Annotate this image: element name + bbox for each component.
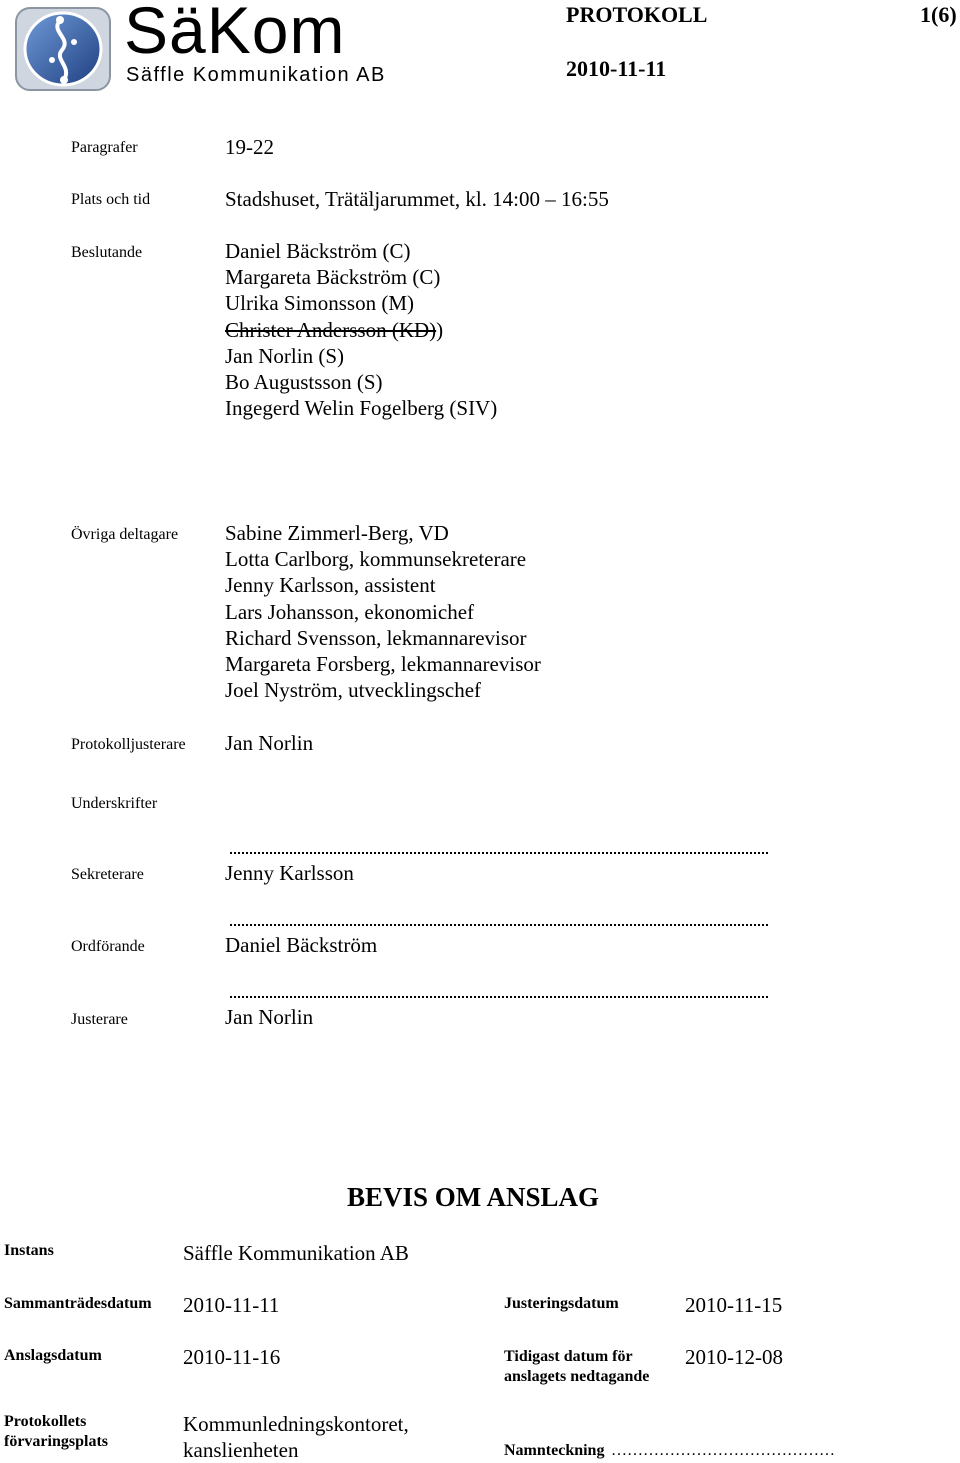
ovriga-list (225, 520, 541, 703)
plats-label: Plats och tid (71, 191, 151, 208)
ordforande-name: Daniel Bäckström (225, 933, 378, 957)
list-item: Lars Johansson, ekonomichef (225, 599, 475, 624)
signature-line-ordforande (230, 924, 768, 926)
beslutande-list (225, 238, 497, 421)
signature-line-justerare (230, 996, 768, 998)
list-item: Lotta Carlborg, kommunsekreterare (225, 547, 527, 572)
signature-line-sekreterare (230, 852, 768, 854)
sakom-logo-icon (14, 6, 112, 92)
beslutande-label: Beslutande (71, 244, 143, 261)
list-item-struck (225, 317, 497, 343)
justeringsdatum-value: 2010-11-15 (685, 1293, 783, 1317)
list-item: Jan Norlin (S) (225, 343, 344, 368)
anslag-title: BEVIS OM ANSLAG (347, 1182, 600, 1212)
forvaring-value-line2: kanslienheten (183, 1438, 299, 1462)
sekreterare-label: Sekreterare (71, 866, 144, 883)
list-item: Daniel Bäckström (C) (225, 239, 411, 263)
tidigast-label-line1: Tidigast datum för (504, 1348, 633, 1365)
forvaring-label-line2: förvaringsplats (4, 1433, 108, 1450)
list-item: Joel Nyström, utvecklingschef (225, 678, 482, 703)
sammantradesdatum-label: Sammanträdesdatum (4, 1295, 152, 1312)
forvaring-value-line1: Kommunledningskontoret, (183, 1412, 409, 1436)
list-item: Richard Svensson, lekmannarevisor (225, 625, 527, 650)
anslagsdatum-value: 2010-11-16 (183, 1345, 281, 1369)
plats-value: Stadshuset, Trätäljarummet, kl. 14:00 – 16:55 (225, 187, 609, 211)
sakom-logo (14, 0, 434, 94)
list-item: Ingegerd Welin Fogelberg (SIV) (225, 396, 498, 421)
list-item: Margareta Forsberg, lekmannarevisor (225, 652, 541, 677)
brand-name: SäKom (124, 0, 346, 67)
paragrafer-label: Paragrafer (71, 139, 138, 156)
justerare-name: Jan Norlin (225, 1005, 314, 1029)
underskrifter-heading: Underskrifter (71, 795, 158, 812)
justeringsdatum-label: Justeringsdatum (504, 1295, 619, 1312)
sekreterare-name: Jenny Karlsson (225, 861, 354, 885)
anslagsdatum-label: Anslagsdatum (4, 1347, 102, 1364)
brand-subtitle: Säffle Kommunikation AB (126, 64, 386, 86)
ordforande-label: Ordförande (71, 938, 145, 955)
protokolljusterare-label: Protokolljusterare (71, 736, 186, 753)
ovriga-label: Övriga deltagare (71, 526, 179, 543)
tidigast-value: 2010-12-08 (685, 1345, 783, 1369)
doc-date: 2010-11-11 (566, 56, 667, 81)
list-item: Jenny Karlsson, assistent (225, 573, 436, 598)
list-item: Bo Augustsson (S) (225, 370, 383, 395)
struck-name: Christer Andersson (KD) (225, 317, 437, 342)
instans-value: Säffle Kommunikation AB (183, 1241, 409, 1265)
list-item: Ulrika Simonsson (M) (225, 291, 414, 316)
forvaring-label (4, 1412, 108, 1452)
forvaring-label-line1: Protokollets (4, 1413, 87, 1430)
namnteckning-label: Namnteckning (504, 1442, 605, 1459)
tidigast-label-line2: anslagets nedtagande (504, 1368, 650, 1385)
sammantradesdatum-value: 2010-11-11 (183, 1293, 280, 1317)
paragrafer-value: 19-22 (225, 135, 274, 159)
instans-label: Instans (4, 1242, 54, 1259)
list-item: Sabine Zimmerl-Berg, VD (225, 521, 449, 545)
strike-suffix: ) (436, 317, 444, 342)
list-item: Margareta Bäckström (C) (225, 265, 441, 290)
tidigast-label (504, 1347, 649, 1387)
doc-type: PROTOKOLL (566, 2, 708, 27)
namnteckning-line: …………………………………… (611, 1442, 835, 1459)
forvaring-value (183, 1411, 409, 1463)
justerare-label: Justerare (71, 1011, 128, 1028)
page-number: 1(6) (920, 2, 957, 27)
protokolljusterare-value: Jan Norlin (225, 731, 314, 755)
